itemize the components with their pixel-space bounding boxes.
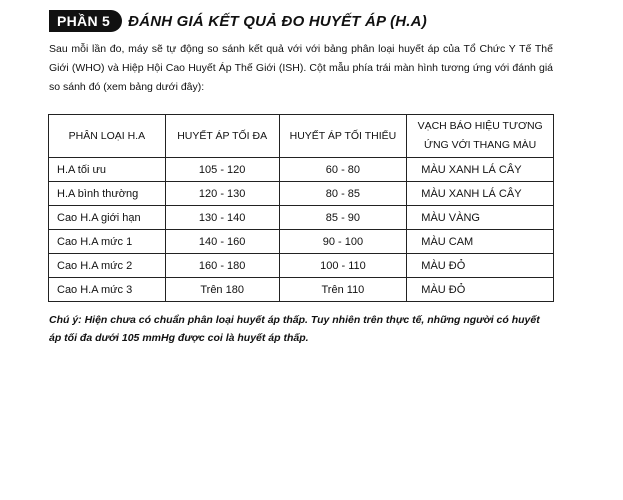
cell-diastolic: 80 - 85 <box>279 182 407 206</box>
section-title: ĐÁNH GIÁ KẾT QUẢ ĐO HUYẾT ÁP (H.A) <box>128 12 427 30</box>
cell-systolic: 140 - 160 <box>165 230 279 254</box>
intro-paragraph: Sau mỗi lần đo, máy sẽ tự động so sánh kết quả với với bảng phân loại huyết áp của Tổ Chức Y Tế Thế Giới (WHO) và Hiệp Hội Cao Huyết Áp Thế Giới (ISH). Cột mẫu phía trái màn hình tương ứng với đánh giá so sánh đó (xem bảng dưới đây): <box>49 43 553 93</box>
cell-color: MÀU ĐỎ <box>407 278 554 302</box>
table-header-row <box>49 115 554 158</box>
table-row <box>49 206 554 230</box>
header-classification: PHÂN LOẠI H.A <box>49 115 166 158</box>
footnote: Chú ý: Hiện chưa có chuẩn phân loại huyết áp thấp. Tuy nhiên trên thực tế, những người có huyết áp tối đa dưới 105 mmHg được coi là huyết áp thấp. <box>49 314 540 344</box>
cell-classification: H.A tối ưu <box>49 158 166 182</box>
table-row <box>49 278 554 302</box>
cell-systolic: 130 - 140 <box>165 206 279 230</box>
table-row <box>49 230 554 254</box>
cell-systolic: Trên 180 <box>165 278 279 302</box>
cell-classification: Cao H.A mức 2 <box>49 254 166 278</box>
cell-diastolic: 85 - 90 <box>279 206 407 230</box>
cell-systolic: 120 - 130 <box>165 182 279 206</box>
cell-color: MÀU XANH LÁ CÂY <box>407 182 554 206</box>
cell-diastolic: 60 - 80 <box>279 158 407 182</box>
cell-classification: Cao H.A mức 3 <box>49 278 166 302</box>
section-header <box>49 10 427 32</box>
cell-color: MÀU CAM <box>407 230 554 254</box>
header-color-indicator: VẠCH BÁO HIỆU TƯƠNG ỨNG VỚI THANG MÀU <box>407 115 554 158</box>
cell-diastolic: Trên 110 <box>279 278 407 302</box>
cell-color: MÀU VÀNG <box>407 206 554 230</box>
cell-color: MÀU ĐỎ <box>407 254 554 278</box>
cell-diastolic: 90 - 100 <box>279 230 407 254</box>
cell-systolic: 160 - 180 <box>165 254 279 278</box>
table-row <box>49 158 554 182</box>
cell-classification: Cao H.A giới hạn <box>49 206 166 230</box>
table-row <box>49 254 554 278</box>
cell-systolic: 105 - 120 <box>165 158 279 182</box>
cell-color: MÀU XANH LÁ CÂY <box>407 158 554 182</box>
section-number-badge: PHẦN 5 <box>49 10 122 32</box>
header-diastolic-min: HUYẾT ÁP TỐI THIỂU <box>279 115 407 158</box>
cell-classification: Cao H.A mức 1 <box>49 230 166 254</box>
cell-diastolic: 100 - 110 <box>279 254 407 278</box>
cell-classification: H.A bình thường <box>49 182 166 206</box>
header-systolic-max: HUYẾT ÁP TỐI ĐA <box>165 115 279 158</box>
table-row <box>49 182 554 206</box>
blood-pressure-classification-table <box>48 114 554 302</box>
